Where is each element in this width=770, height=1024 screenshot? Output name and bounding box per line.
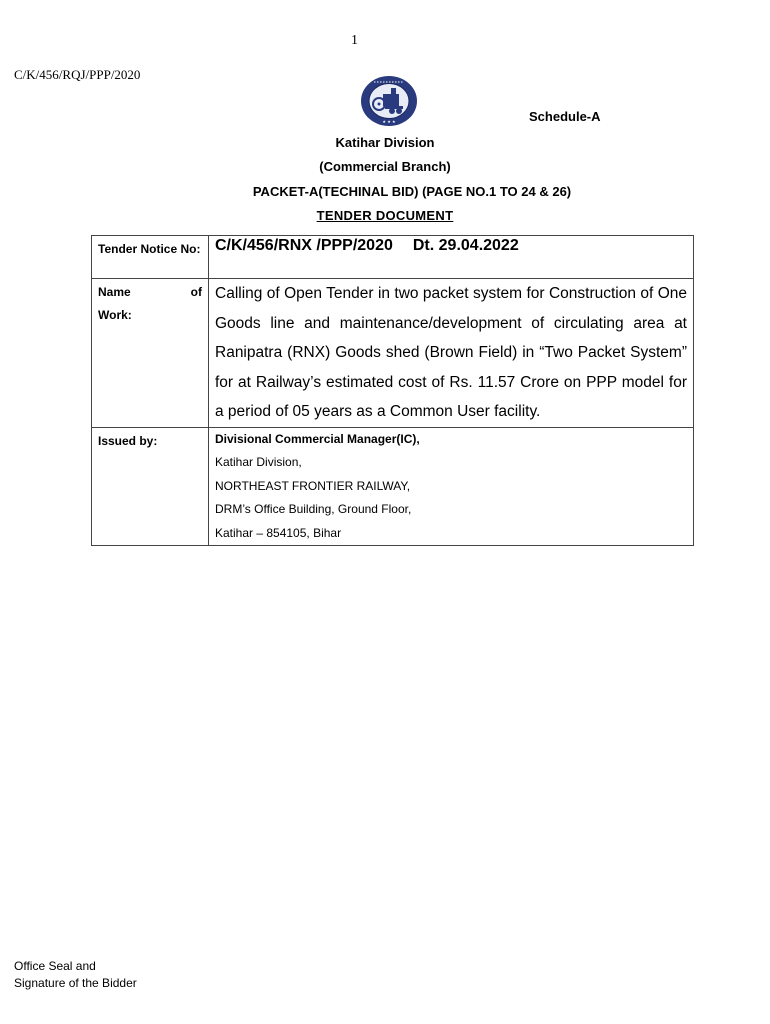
seal-line-1: Office Seal and bbox=[14, 959, 96, 973]
svg-text:★ ★ ★: ★ ★ ★ bbox=[382, 119, 396, 124]
issued-by-line: Katihar Division, bbox=[215, 455, 302, 470]
name-label-word: Name bbox=[98, 285, 131, 299]
issued-by-line: NORTHEAST FRONTIER RAILWAY, bbox=[215, 478, 411, 493]
name-of-work-value: Calling of Open Tender in two packet system for Construction of One Goods line and maintenance/development of circulating area at Ranipatra (RNX) Goods shed (Brown Field) in “Two Packet System” for at Railway’s estimated cost of Rs. 11.57 Crore on PPP model for a period of 05 years as a Common User facility. bbox=[209, 279, 694, 428]
tender-notice-value-cell bbox=[209, 236, 694, 279]
issued-by-line: Katihar – 854105, Bihar bbox=[215, 525, 342, 540]
tender-details-table bbox=[91, 235, 694, 546]
office-seal-signature bbox=[14, 958, 137, 992]
packet-title: PACKET-A(TECHINAL BID) (PAGE NO.1 TO 24 & 26) bbox=[252, 184, 572, 199]
issued-by-line: DRM’s Office Building, Ground Floor, bbox=[215, 502, 412, 517]
division-title: Katihar Division bbox=[335, 135, 435, 150]
work-label-word: Work: bbox=[98, 308, 132, 322]
issued-by-row bbox=[92, 427, 694, 546]
issued-by-label: Issued by: bbox=[92, 427, 209, 546]
branch-title: (Commercial Branch) bbox=[319, 159, 451, 174]
name-of-work-row bbox=[92, 279, 694, 428]
page-number: 1 bbox=[351, 33, 358, 48]
tender-notice-number: C/K/456/RNX /PPP/2020 bbox=[215, 237, 393, 254]
seal-line-2: Signature of the Bidder bbox=[14, 976, 137, 990]
tender-notice-row bbox=[92, 236, 694, 279]
of-label-word: of bbox=[190, 285, 202, 299]
indian-railways-logo bbox=[359, 74, 419, 128]
reference-number: C/K/456/RQJ/PPP/2020 bbox=[14, 67, 141, 82]
name-of-work-label bbox=[92, 279, 209, 428]
tender-notice-label: Tender Notice No: bbox=[92, 236, 209, 279]
schedule-label: Schedule-A bbox=[529, 109, 601, 124]
issued-by-line: Divisional Commercial Manager(IC), bbox=[215, 431, 420, 446]
tender-date: Dt. 29.04.2022 bbox=[412, 237, 519, 254]
issued-by-value bbox=[209, 427, 694, 546]
document-title: TENDER DOCUMENT bbox=[316, 208, 454, 223]
